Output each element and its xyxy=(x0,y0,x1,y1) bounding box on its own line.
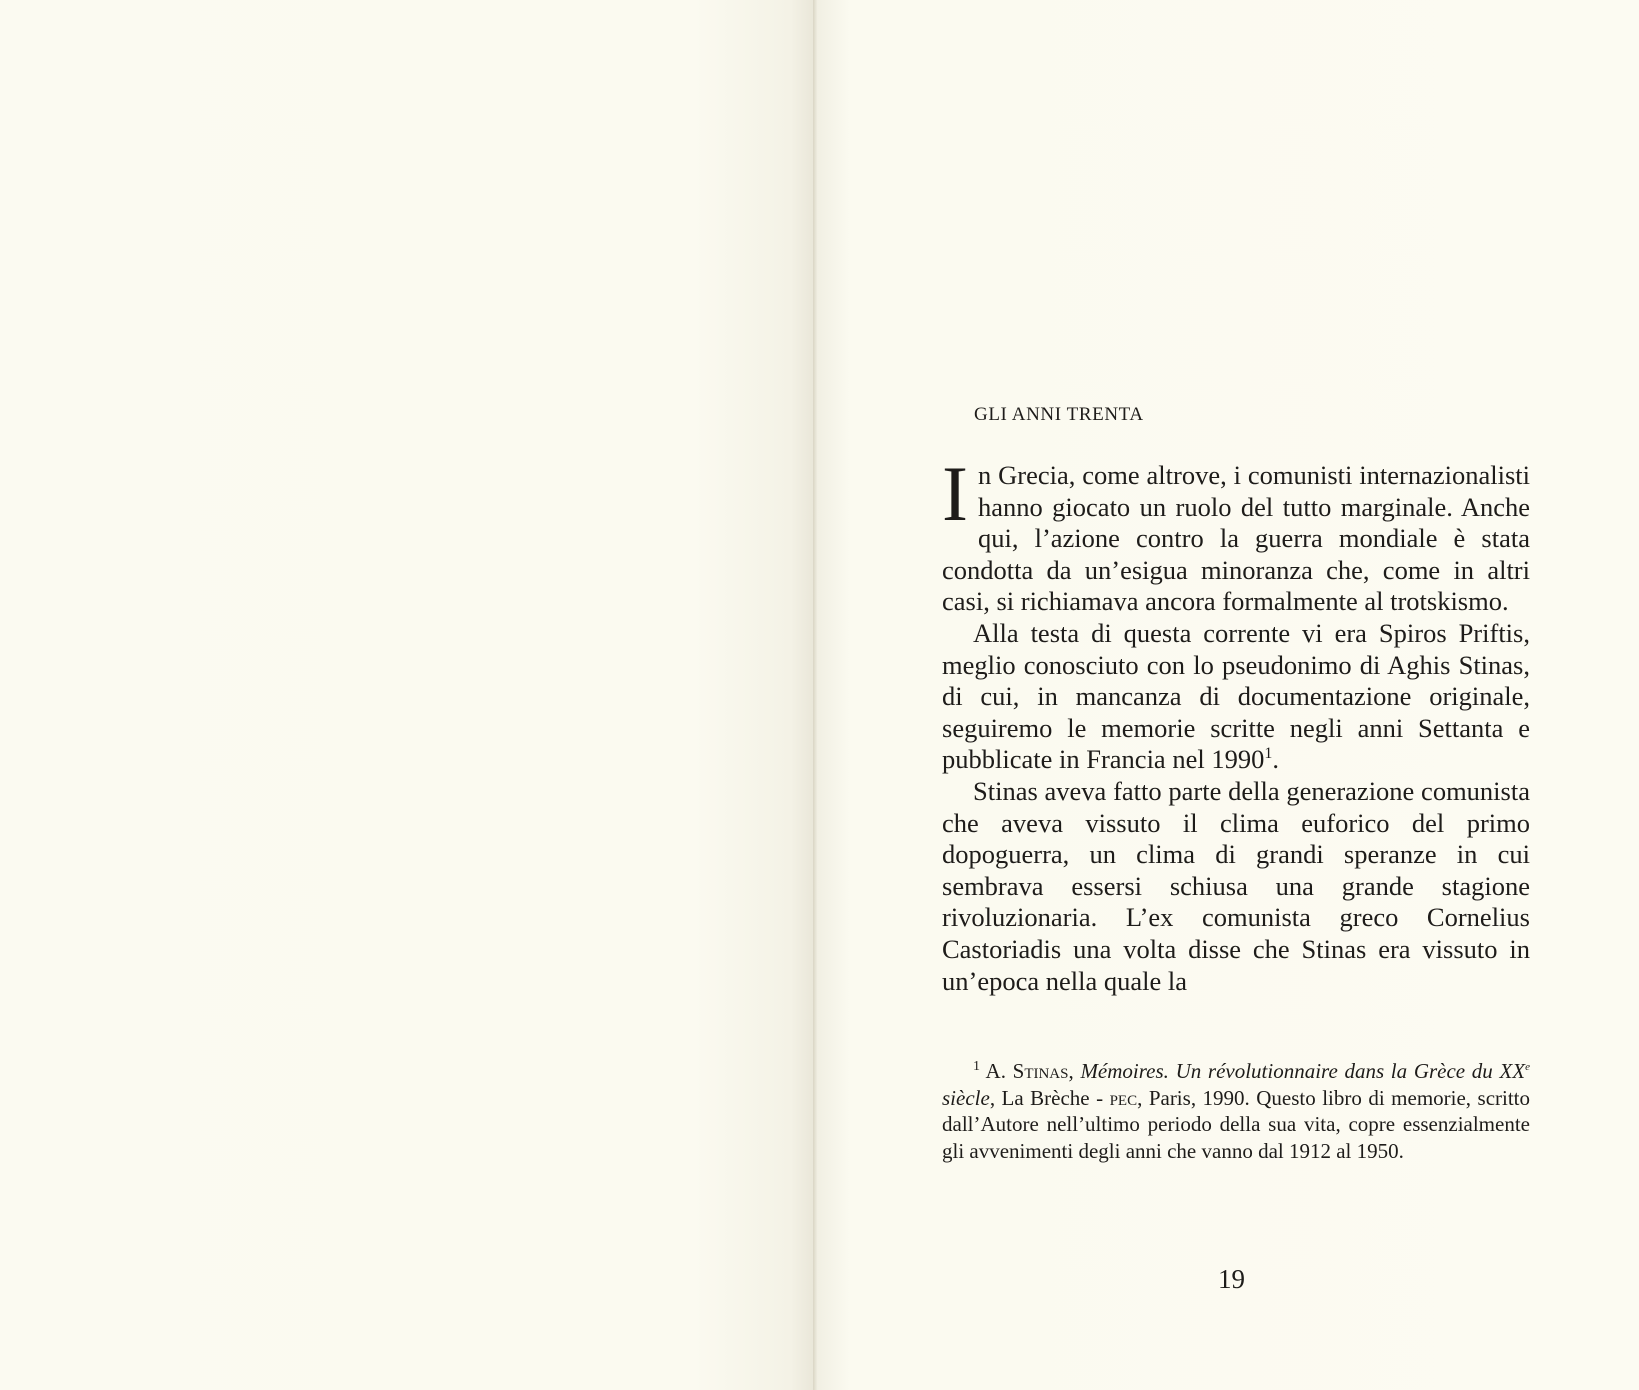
paragraph-2-end: . xyxy=(1272,744,1279,775)
paragraph-1 xyxy=(942,450,1530,618)
footnote-rest: , Paris, 1990. Questo libro di memorie, scritto dall’Autore nell’ultimo periodo della sua vita, copre essenzialmente gli avvenimenti degli anni che vanno dal 1912 al 1950. xyxy=(942,1085,1531,1163)
footnote-publisher-sc: pec xyxy=(1109,1085,1138,1110)
footnote-author-surname: Stinas, xyxy=(1012,1059,1074,1083)
main-text xyxy=(942,450,1530,997)
running-head: GLI ANNI TRENTA xyxy=(974,404,1144,425)
paragraph-3-text: Stinas aveva fatto parte della generazione comunista che aveva vissuto il clima euforico del primo dopoguerra, un clima di grandi speranze in cui sembrava essersi schiusa una grande stagione rivoluzionaria. L’ex comunista greco Cornelius Castoriadis una volta disse che Stinas era vissuto in un’epoca nella quale la xyxy=(942,775,1530,996)
footnote-author-initial: A. xyxy=(985,1059,1006,1083)
footnote-publisher: , La Brèche - xyxy=(989,1085,1104,1110)
paragraph-2-text: Alla testa di questa corrente vi era Spiros Priftis, meglio conosciuto con lo pseudonimo di Aghis Stinas, di cui, in mancanza di documentazione originale, seguiremo le memorie scritte negli anni Settanta e pubblicate in Francia nel 1990 xyxy=(942,617,1530,775)
footnote-number: 1 xyxy=(973,1059,980,1074)
footnote-reference[interactable]: 1 xyxy=(1264,745,1273,763)
footnote-century-sup: e xyxy=(1525,1061,1531,1073)
footnote-century: XX xyxy=(1499,1059,1526,1083)
paragraph-3 xyxy=(942,776,1530,997)
paragraph-1-text: n Grecia, come altrove, i comunisti internazionalisti hanno giocato un ruolo del tutto marginale. Anche qui, l’azione contro la guerra mondiale è stata condotta da un’esigua minoranza che, come in altri casi, si richiamava ancora formalmente al trotskismo. xyxy=(942,460,1530,617)
left-page-blank xyxy=(0,0,815,1390)
footnote-title: Mémoires. Un révolutionnaire dans la Grèce du xyxy=(1080,1059,1493,1083)
page-number: 19 xyxy=(1218,1264,1245,1294)
drop-cap: I xyxy=(942,450,968,537)
paragraph-2 xyxy=(942,618,1530,776)
footnote xyxy=(942,1054,1530,1164)
footnote-title-end: siècle xyxy=(942,1085,990,1110)
